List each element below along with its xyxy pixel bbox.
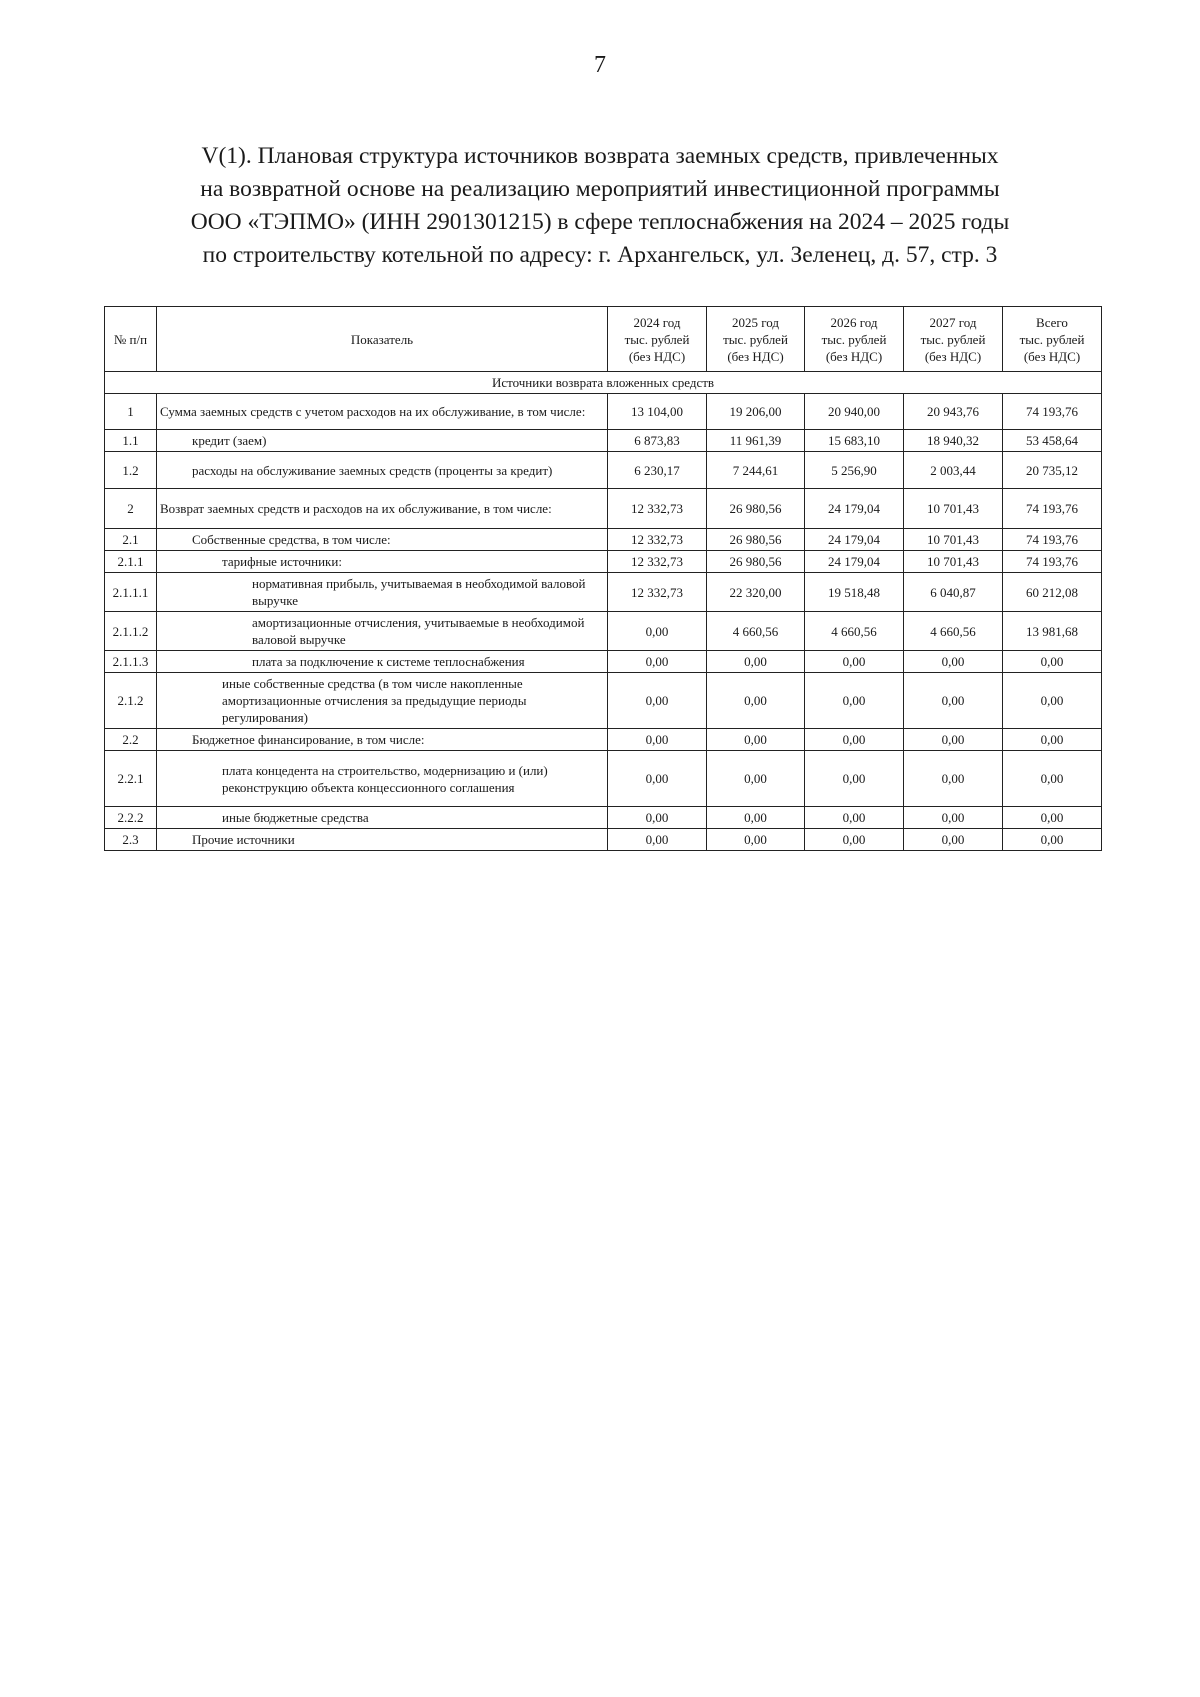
row-value: 13 981,68 — [1003, 612, 1102, 651]
page-number: 7 — [594, 52, 606, 78]
table-row — [105, 529, 1102, 551]
row-value: 0,00 — [805, 651, 904, 673]
header-year-2024 — [608, 307, 707, 372]
row-number: 2.2.2 — [105, 807, 157, 829]
row-value: 10 701,43 — [904, 551, 1003, 573]
row-indicator: амортизационные отчисления, учитываемые в необходимой валовой выручке — [157, 612, 608, 651]
document-title — [100, 140, 1100, 272]
table-row — [105, 394, 1102, 430]
row-value: 4 660,56 — [805, 612, 904, 651]
row-value: 0,00 — [805, 729, 904, 751]
row-value: 20 735,12 — [1003, 452, 1102, 489]
header-vat: (без НДС) — [628, 348, 686, 364]
header-year: 2026 год — [830, 314, 878, 330]
row-value: 0,00 — [608, 829, 707, 851]
row-value: 0,00 — [707, 807, 805, 829]
row-value: 0,00 — [1003, 829, 1102, 851]
row-value: 6 873,83 — [608, 430, 707, 452]
table-row — [105, 829, 1102, 851]
row-value: 5 256,90 — [805, 452, 904, 489]
row-indicator: расходы на обслуживание заемных средств (проценты за кредит) — [157, 452, 608, 489]
row-value: 19 518,48 — [805, 573, 904, 612]
row-indicator: иные бюджетные средства — [157, 807, 608, 829]
row-indicator: Собственные средства, в том числе: — [157, 529, 608, 551]
header-year-2027 — [904, 307, 1003, 372]
row-number: 1.1 — [105, 430, 157, 452]
table-row — [105, 452, 1102, 489]
row-number: 2.1.1.1 — [105, 573, 157, 612]
table-row — [105, 551, 1102, 573]
row-number: 1 — [105, 394, 157, 430]
row-value: 0,00 — [805, 673, 904, 729]
header-num: № п/п — [105, 307, 157, 372]
row-value: 0,00 — [608, 729, 707, 751]
header-year: 2024 год — [633, 314, 681, 330]
row-value: 0,00 — [805, 829, 904, 851]
header-unit: тыс. рублей — [723, 331, 788, 347]
row-value: 0,00 — [1003, 673, 1102, 729]
row-value: 4 660,56 — [707, 612, 805, 651]
table-row — [105, 430, 1102, 452]
title-line: на возвратной основе на реализацию мероприятий инвестиционной программы — [200, 176, 1000, 202]
row-value: 74 193,76 — [1003, 551, 1102, 573]
header-year-2025 — [707, 307, 805, 372]
section-title: Источники возврата вложенных средств — [105, 372, 1102, 394]
row-number: 2.1.2 — [105, 673, 157, 729]
row-value: 7 244,61 — [707, 452, 805, 489]
row-value: 0,00 — [904, 673, 1003, 729]
row-indicator: плата концедента на строительство, модернизацию и (или) реконструкцию объекта концессионного соглашения — [157, 751, 608, 807]
row-value: 60 212,08 — [1003, 573, 1102, 612]
row-value: 10 701,43 — [904, 489, 1003, 529]
table-header-row — [105, 307, 1102, 372]
row-value: 0,00 — [805, 807, 904, 829]
row-value: 26 980,56 — [707, 551, 805, 573]
row-number: 2 — [105, 489, 157, 529]
row-value: 53 458,64 — [1003, 430, 1102, 452]
table-row — [105, 729, 1102, 751]
row-value: 24 179,04 — [805, 551, 904, 573]
row-value: 12 332,73 — [608, 551, 707, 573]
table-row — [105, 489, 1102, 529]
row-number: 2.1 — [105, 529, 157, 551]
header-vat: (без НДС) — [1023, 348, 1081, 364]
title-line: по строительству котельной по адресу: г. Архангельск, ул. Зеленец, д. 57, стр. 3 — [202, 242, 998, 268]
row-number: 2.1.1.3 — [105, 651, 157, 673]
header-year: Всего — [1036, 314, 1068, 330]
row-value: 10 701,43 — [904, 529, 1003, 551]
header-indicator: Показатель — [157, 307, 608, 372]
row-value: 0,00 — [1003, 751, 1102, 807]
table-row — [105, 751, 1102, 807]
row-value: 11 961,39 — [707, 430, 805, 452]
header-year-2026 — [805, 307, 904, 372]
header-unit: тыс. рублей — [920, 331, 986, 347]
row-value: 74 193,76 — [1003, 489, 1102, 529]
row-indicator: Прочие источники — [157, 829, 608, 851]
row-value: 12 332,73 — [608, 489, 707, 529]
row-indicator: Возврат заемных средств и расходов на их обслуживание, в том числе: — [157, 489, 608, 529]
row-value: 26 980,56 — [707, 529, 805, 551]
row-value: 6 230,17 — [608, 452, 707, 489]
title-line: ООО «ТЭПМО» (ИНН 2901301215) в сфере теплоснабжения на 2024 – 2025 годы — [190, 209, 1010, 235]
row-value: 4 660,56 — [904, 612, 1003, 651]
row-value: 0,00 — [608, 612, 707, 651]
row-value: 0,00 — [1003, 651, 1102, 673]
row-indicator: кредит (заем) — [157, 430, 608, 452]
row-value: 13 104,00 — [608, 394, 707, 430]
table-row — [105, 573, 1102, 612]
row-value: 0,00 — [707, 751, 805, 807]
row-value: 74 193,76 — [1003, 529, 1102, 551]
row-value: 6 040,87 — [904, 573, 1003, 612]
row-value: 15 683,10 — [805, 430, 904, 452]
title-line: V(1). Плановая структура источников возврата заемных средств, привлеченных — [201, 143, 999, 169]
row-number: 2.1.1.2 — [105, 612, 157, 651]
row-value: 0,00 — [904, 829, 1003, 851]
row-value: 0,00 — [707, 829, 805, 851]
row-number: 2.2 — [105, 729, 157, 751]
row-indicator: Сумма заемных средств с учетом расходов на их обслуживание, в том числе: — [157, 394, 608, 430]
row-value: 0,00 — [608, 673, 707, 729]
row-value: 26 980,56 — [707, 489, 805, 529]
header-total — [1003, 307, 1102, 372]
header-unit: тыс. рублей — [1019, 331, 1085, 347]
row-value: 0,00 — [707, 651, 805, 673]
table-row — [105, 673, 1102, 729]
row-value: 0,00 — [904, 807, 1003, 829]
header-year: 2025 год — [732, 314, 779, 330]
row-indicator: тарифные источники: — [157, 551, 608, 573]
row-indicator: Бюджетное финансирование, в том числе: — [157, 729, 608, 751]
row-value: 0,00 — [904, 729, 1003, 751]
row-value: 24 179,04 — [805, 529, 904, 551]
row-value: 12 332,73 — [608, 573, 707, 612]
header-unit: тыс. рублей — [624, 331, 690, 347]
row-value: 20 943,76 — [904, 394, 1003, 430]
row-value: 22 320,00 — [707, 573, 805, 612]
row-number: 2.1.1 — [105, 551, 157, 573]
row-value: 0,00 — [904, 651, 1003, 673]
table-row — [105, 612, 1102, 651]
table-row — [105, 651, 1102, 673]
sources-table — [104, 306, 1102, 851]
row-number: 1.2 — [105, 452, 157, 489]
row-indicator: плата за подключение к системе теплоснабжения — [157, 651, 608, 673]
row-value: 0,00 — [904, 751, 1003, 807]
row-value: 0,00 — [1003, 807, 1102, 829]
header-year: 2027 год — [929, 314, 977, 330]
header-vat: (без НДС) — [727, 348, 784, 364]
row-value: 12 332,73 — [608, 529, 707, 551]
header-vat: (без НДС) — [924, 348, 982, 364]
table-row — [105, 807, 1102, 829]
row-value: 0,00 — [707, 729, 805, 751]
row-indicator: нормативная прибыль, учитываемая в необходимой валовой выручке — [157, 573, 608, 612]
row-value: 0,00 — [608, 751, 707, 807]
header-unit: тыс. рублей — [821, 331, 887, 347]
row-value: 0,00 — [707, 673, 805, 729]
row-value: 0,00 — [1003, 729, 1102, 751]
row-value: 18 940,32 — [904, 430, 1003, 452]
section-row — [105, 372, 1102, 394]
row-number: 2.2.1 — [105, 751, 157, 807]
row-value: 24 179,04 — [805, 489, 904, 529]
row-value: 0,00 — [608, 651, 707, 673]
row-indicator: иные собственные средства (в том числе накопленные амортизационные отчисления за предыдущие периоды регулирования) — [157, 673, 608, 729]
row-value: 2 003,44 — [904, 452, 1003, 489]
header-vat: (без НДС) — [825, 348, 883, 364]
row-value: 74 193,76 — [1003, 394, 1102, 430]
row-value: 0,00 — [608, 807, 707, 829]
row-value: 19 206,00 — [707, 394, 805, 430]
row-value: 20 940,00 — [805, 394, 904, 430]
row-number: 2.3 — [105, 829, 157, 851]
row-value: 0,00 — [805, 751, 904, 807]
